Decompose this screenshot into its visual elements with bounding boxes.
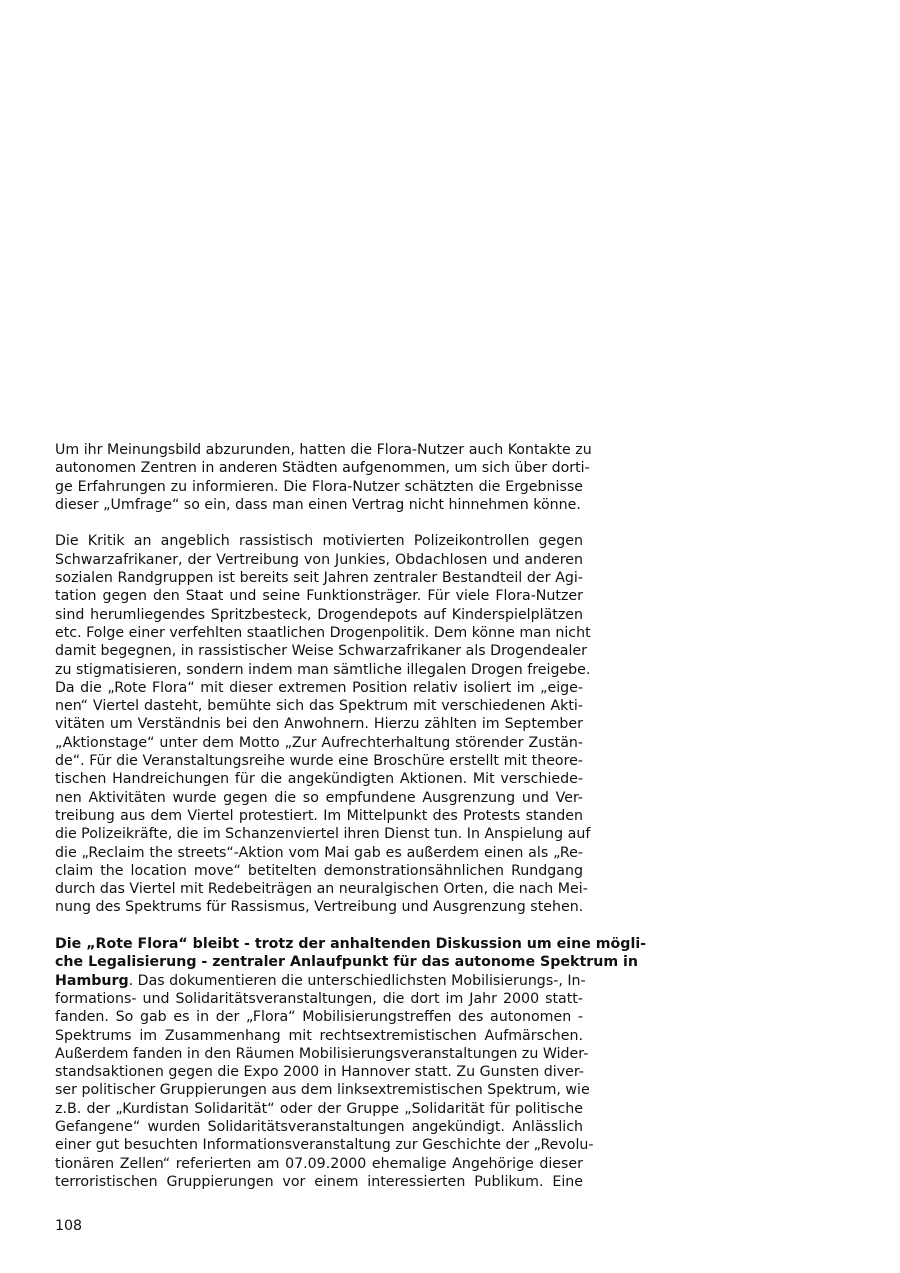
- text-line: zu stigmatisieren, sondern indem man sämtliche illegalen Drogen freigebe.: [55, 661, 591, 678]
- paragraph-aktivitaeten: [55, 679, 591, 917]
- text-line: de“. Für die Veranstaltungsreihe wurde eine Broschüre erstellt mit theore-: [55, 753, 583, 770]
- text-line: [55, 972, 586, 990]
- bold-text-line: Die „Rote Flora“ bleibt - trotz der anhaltenden Diskussion um eine mögli-: [55, 936, 647, 953]
- paragraph-spacer: [55, 917, 583, 935]
- text-line: dieser „Umfrage“ so ein, dass man einen Vertrag nicht hinnehmen könne.: [55, 496, 581, 513]
- text-line: Spektrums im Zusammenhang mit rechtsextremistischen Aufmärschen.: [55, 1027, 583, 1044]
- text-line: Schwarzafrikaner, der Vertreibung von Junkies, Obdachlosen und anderen: [55, 551, 583, 568]
- text-line: fanden. So gab es in der „Flora“ Mobilisierungstreffen des autonomen -: [55, 1009, 583, 1026]
- paragraph-spacer: [55, 514, 583, 532]
- text-line: „Aktionstage“ unter dem Motto „Zur Aufrechterhaltung störender Zustän-: [55, 734, 583, 751]
- lead-line-rest: . Das dokumentieren die unterschiedlichsten Mobilisierungs-, In-: [128, 972, 586, 989]
- bold-text-line: che Legalisierung - zentraler Anlaufpunkt für das autonome Spektrum in: [55, 954, 639, 971]
- text-line: nen“ Viertel dasteht, bemühte sich das Spektrum mit verschiedenen Akti-: [55, 698, 583, 715]
- text-line: sozialen Randgruppen ist bereits seit Jahren zentraler Bestandteil der Agi-: [55, 570, 583, 587]
- text-line: einer gut besuchten Informationsveranstaltung zur Geschichte der „Revolu-: [55, 1137, 594, 1154]
- text-line: Die Kritik an angeblich rassistisch motivierten Polizeikontrollen gegen: [55, 533, 583, 550]
- text-line: treibung aus dem Viertel protestiert. Im Mittelpunkt des Protests standen: [55, 807, 583, 824]
- text-line: durch das Viertel mit Redebeiträgen an neuralgischen Orten, die nach Mei-: [55, 881, 588, 898]
- text-line: sind herumliegendes Spritzbesteck, Drogendepots auf Kinderspielplätzen: [55, 606, 583, 623]
- text-line: vitäten um Verständnis bei den Anwohnern. Hierzu zählten im September: [55, 716, 583, 733]
- text-line: formations- und Solidaritätsveranstaltungen, die dort im Jahr 2000 statt-: [55, 990, 583, 1007]
- text-line: ge Erfahrungen zu informieren. Die Flora-Nutzer schätzten die Ergebnisse: [55, 478, 583, 495]
- page-number: 108: [55, 1218, 83, 1234]
- text-line: Da die „Rote Flora“ mit dieser extremen Position relativ isoliert im „eige-: [55, 679, 583, 696]
- text-line: damit begegnen, in rassistischer Weise Schwarzafrikaner als Drogendealer: [55, 643, 587, 660]
- text-line: z.B. der „Kurdistan Solidarität“ oder der Gruppe „Solidarität für politische: [55, 1100, 583, 1117]
- text-line: die „Reclaim the streets“-Aktion vom Mai gab es außerdem einen als „Re-: [55, 844, 583, 861]
- bold-lead-word: Hamburg: [55, 972, 129, 989]
- text-line: autonomen Zentren in anderen Städten aufgenommen, um sich über dorti-: [55, 460, 590, 477]
- paragraph-kritik: [55, 532, 591, 678]
- text-line: standsaktionen gegen die Expo 2000 in Hannover statt. Zu Gunsten diver-: [55, 1064, 584, 1081]
- document-body: [55, 441, 647, 1191]
- paragraph-rote-flora: [55, 935, 647, 1191]
- paragraph-umfrage: [55, 441, 592, 514]
- text-line: Außerdem fanden in den Räumen Mobilisierungsveranstaltungen zu Wider-: [55, 1045, 589, 1062]
- text-line: ser politischer Gruppierungen aus dem linksextremistischen Spektrum, wie: [55, 1082, 590, 1099]
- text-line: tischen Handreichungen für die angekündigten Aktionen. Mit verschiede-: [55, 771, 583, 788]
- text-line: claim the location move“ betitelten demonstrationsähnlichen Rundgang: [55, 862, 583, 879]
- text-line: nen Aktivitäten wurde gegen die so empfundene Ausgrenzung und Ver-: [55, 789, 583, 806]
- text-line: tionären Zellen“ referierten am 07.09.2000 ehemalige Angehörige dieser: [55, 1155, 583, 1172]
- text-line: etc. Folge einer verfehlten staatlichen Drogenpolitik. Dem könne man nicht: [55, 624, 591, 641]
- text-line: tation gegen den Staat und seine Funktionsträger. Für viele Flora-Nutzer: [55, 588, 583, 605]
- text-line: die Polizeikräfte, die im Schanzenviertel ihren Dienst tun. In Anspielung auf: [55, 826, 591, 843]
- text-line: terroristischen Gruppierungen vor einem interessierten Publikum. Eine: [55, 1173, 583, 1190]
- text-line: Um ihr Meinungsbild abzurunden, hatten die Flora-Nutzer auch Kontakte zu: [55, 442, 592, 458]
- text-line: nung des Spektrums für Rassismus, Vertreibung und Ausgrenzung stehen.: [55, 899, 584, 916]
- text-line: Gefangene“ wurden Solidaritätsveranstaltungen angekündigt. Anlässlich: [55, 1118, 583, 1135]
